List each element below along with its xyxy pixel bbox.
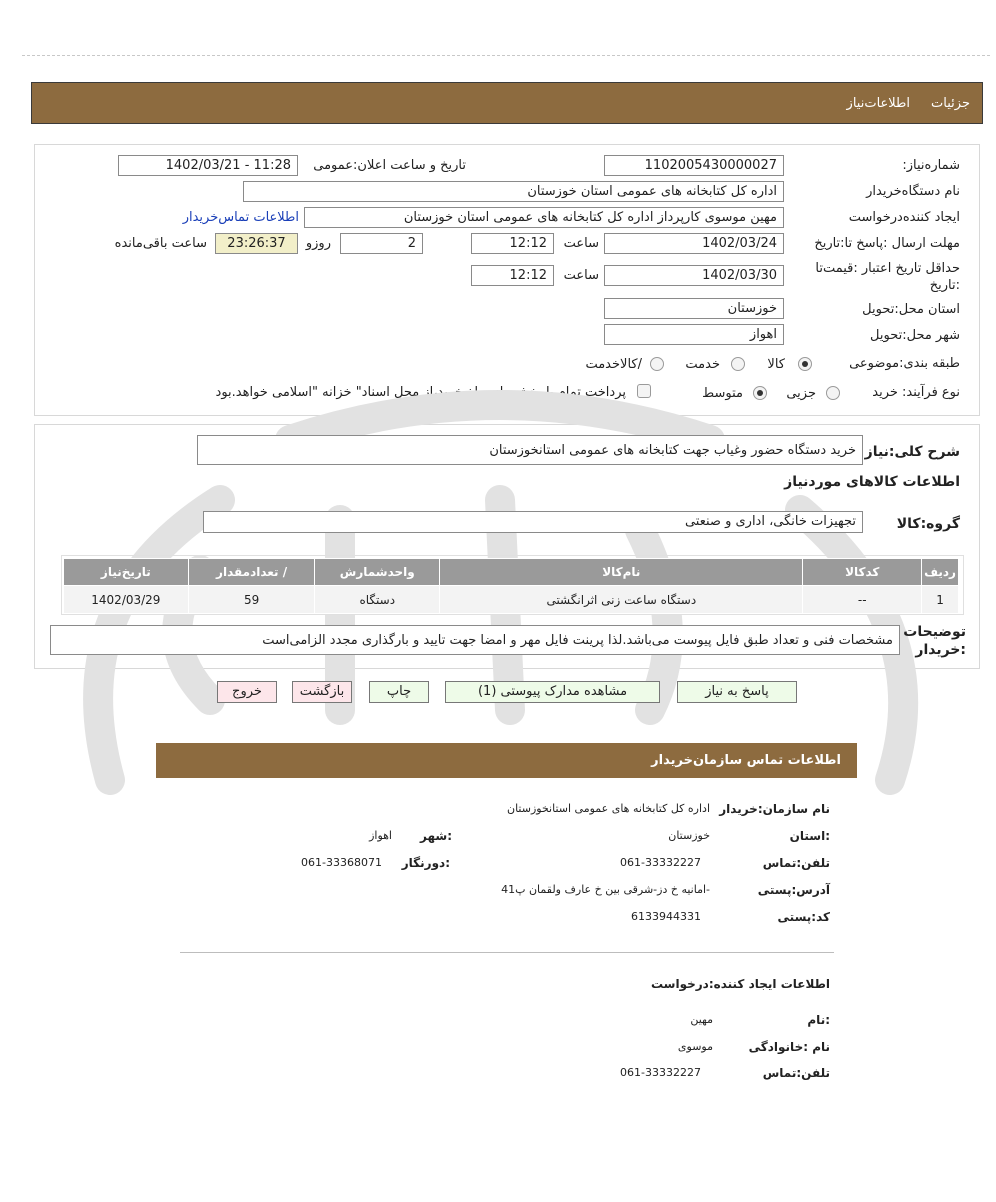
need-number-label: شماره‌نیاز: (902, 158, 960, 173)
cell-item-code: -- (803, 586, 922, 614)
creator-family-label: نام :خانوادگی (748, 1040, 830, 1054)
reply-button[interactable]: پاسخ به نیاز (677, 681, 797, 703)
city-field: اهواز (604, 324, 784, 345)
col-item-name: نام‌کالا (440, 559, 803, 586)
validity-date-field: 1402/03/30 (604, 265, 784, 286)
radio-medium[interactable] (753, 386, 767, 400)
contact-title: اطلاعات تماس سازمان‌خریدار (651, 753, 841, 768)
postal-value: 6133944331 (631, 910, 701, 923)
header-bar (31, 82, 983, 124)
col-quantity: / تعدادمقدار (188, 559, 315, 586)
tab-details[interactable]: جزئیات (931, 96, 970, 111)
province-field: خوزستان (604, 298, 784, 319)
buyer-contact-link[interactable]: اطلاعات تماس‌خریدار (182, 210, 299, 225)
radio-partial-label: جزیی (786, 386, 816, 401)
col-row-number: ردیف (922, 559, 959, 586)
deadline-date-field: 1402/03/24 (604, 233, 784, 254)
province-label: استان محل:تحویل (862, 302, 960, 317)
validity-label-1: حداقل تاریخ اعتبار :قیمت‌تا (815, 261, 960, 276)
col-item-code: کدکالا (803, 559, 922, 586)
days-label: روزو (305, 236, 331, 251)
radio-partial[interactable] (826, 386, 840, 400)
creator-field: مهین موسوی کارپرداز اداره کل کتابخانه های عمومی استان خوزستان (304, 207, 784, 228)
province-contact-label: :استان (789, 829, 830, 843)
creator-phone-label: تلفن:تماس (762, 1066, 830, 1080)
announce-field: 1402/03/21 - 11:28 (118, 155, 298, 176)
org-label: نام سازمان:خریدار (719, 802, 830, 816)
exit-button[interactable]: خروج (217, 681, 277, 703)
days-field: 2 (340, 233, 423, 254)
cell-need-date: 1402/03/29 (64, 586, 189, 614)
col-unit: واحدشمارش (315, 559, 440, 586)
postal-label: کد:پستی (777, 910, 830, 924)
creator-phone-value: 061-33332227 (620, 1066, 701, 1079)
city-contact-value: اهواز (369, 829, 392, 842)
treasury-note: پرداخت تمام یا بخشی از مبلغ خرید،از محل اسناد" خزانه "اسلامی خواهد.بود (215, 385, 626, 400)
creator-name-value: مهین (690, 1013, 713, 1026)
summary-field: خرید دستگاه حضور وغیاب جهت کتابخانه های عمومی استانخوزستان (197, 435, 863, 465)
buyer-org-field: اداره کل کتابخانه های عمومی استان خوزستان (243, 181, 784, 202)
fax-value: 061-33368071 (301, 856, 382, 869)
cell-unit: دستگاه (315, 586, 440, 614)
fax-label: :دورنگار (401, 856, 450, 870)
cell-quantity: 59 (188, 586, 315, 614)
treasury-checkbox[interactable] (637, 384, 651, 398)
radio-goods-service[interactable] (650, 357, 664, 371)
phone-label: تلفن:تماس (762, 856, 830, 870)
radio-service[interactable] (731, 357, 745, 371)
announce-label: تاریخ و ساعت اعلان:عمومی (313, 158, 466, 173)
org-value: اداره کل کتابخانه های عمومی استانخوزستان (506, 802, 710, 815)
remaining-timer: 23:26:37 (215, 233, 298, 254)
top-separator (22, 55, 990, 56)
tab-need-info[interactable]: اطلاعات‌نیاز (846, 96, 910, 111)
creator-name-label: :نام (807, 1013, 830, 1027)
contact-divider (180, 952, 834, 953)
buyer-notes-field: مشخصات فنی و تعداد طبق فایل پیوست می‌باشد.لذا پرینت فایل مهر و امضا جهت تایید و بارگذاری مجدد الزامی‌است (50, 625, 900, 655)
validity-time-label: ساعت (563, 268, 599, 283)
radio-goods-service-label: /کالاخدمت (585, 357, 642, 372)
buyer-org-label: نام دستگاه‌خریدار (866, 184, 960, 199)
need-number-field: 1102005430000027 (604, 155, 784, 176)
back-button[interactable]: بازگشت (292, 681, 352, 703)
radio-goods[interactable] (798, 357, 812, 371)
deadline-label: مهلت ارسال :پاسخ تا:تاریخ (814, 236, 960, 251)
validity-label-2: :تاریخ (929, 278, 960, 293)
buyer-notes-label-1: توضیحات (903, 624, 966, 640)
city-label: شهر محل:تحویل (870, 328, 960, 343)
deadline-time-field: 12:12 (471, 233, 554, 254)
radio-medium-label: متوسط (702, 386, 743, 401)
print-button[interactable]: چاپ (369, 681, 429, 703)
province-contact-value: خوزستان (668, 829, 710, 842)
group-label: گروه:کالا (896, 516, 960, 532)
validity-time-field: 12:12 (471, 265, 554, 286)
group-field: تجهیزات خانگی، اداری و صنعتی (203, 511, 863, 533)
remaining-label: ساعت باقی‌مانده (114, 236, 207, 251)
phone-value: 061-33332227 (620, 856, 701, 869)
table-row (64, 586, 959, 614)
creator-label: ایجاد کننده‌درخواست (848, 210, 960, 225)
creator-info-title: اطلاعات ایجاد کننده:درخواست (650, 977, 830, 991)
radio-service-label: خدمت (685, 357, 720, 372)
city-contact-label: :شهر (420, 829, 452, 843)
items-table (63, 558, 959, 614)
contact-header-bar (156, 743, 857, 778)
goods-info-title: اطلاعات کالاهای موردنیاز (784, 474, 960, 490)
attachments-button[interactable]: مشاهده مدارک پیوستی (1) (445, 681, 660, 703)
address-value: -امانیه خ دز-شرقی بین خ عارف ولقمان پ41 (501, 883, 710, 896)
process-label: نوع فرآیند: خرید (872, 385, 960, 400)
col-need-date: تاریخ‌نیاز (64, 559, 189, 586)
deadline-time-label: ساعت (563, 236, 599, 251)
summary-label: شرح کلی:نیاز (864, 444, 960, 460)
cell-row-number: 1 (922, 586, 959, 614)
radio-goods-label: کالا (767, 357, 785, 372)
cell-item-name: دستگاه ساعت زنی اثرانگشتی (440, 586, 803, 614)
address-label: آدرس:پستی (757, 883, 830, 897)
buyer-notes-label-2: :خریدار (915, 642, 966, 658)
creator-family-value: موسوی (677, 1040, 713, 1053)
category-label: طبقه بندی:موضوعی (849, 356, 960, 371)
